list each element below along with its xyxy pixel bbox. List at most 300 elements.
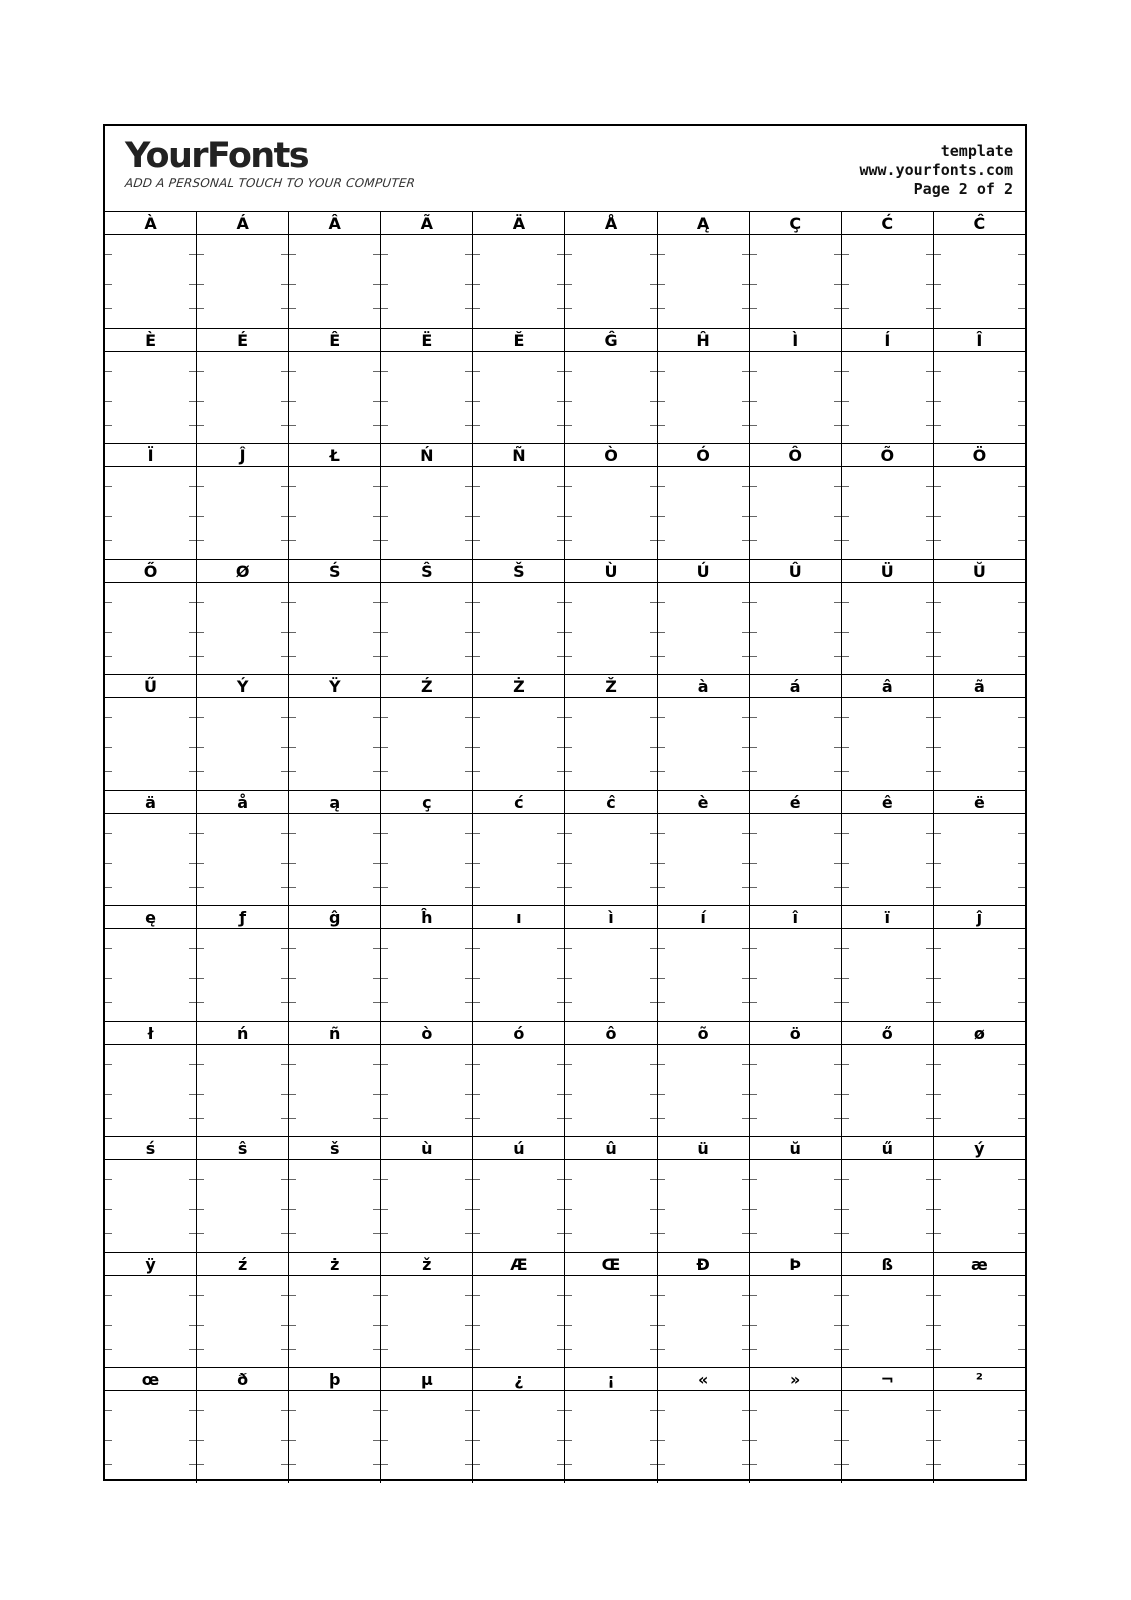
guide-tick: [197, 863, 204, 864]
glyph-cell[interactable]: [105, 1137, 196, 1252]
glyph-label: û: [565, 1137, 656, 1160]
glyph-cell[interactable]: [749, 791, 841, 906]
glyph-cell[interactable]: [196, 1253, 288, 1368]
guide-tick: [465, 371, 472, 372]
guide-tick: [465, 540, 472, 541]
guide-tick: [650, 1440, 657, 1441]
guide-tick: [1018, 1094, 1025, 1095]
guide-tick: [373, 1464, 380, 1465]
glyph-cell[interactable]: [933, 212, 1025, 328]
guide-tick: [934, 887, 941, 888]
glyph-label: Ô: [750, 444, 841, 467]
guide-tick: [197, 1325, 204, 1326]
guide-tick: [934, 1002, 941, 1003]
glyph-cell[interactable]: [841, 212, 933, 328]
glyph-row: [105, 1021, 1025, 1137]
glyph-cell[interactable]: [380, 212, 472, 328]
guide-tick: [1018, 486, 1025, 487]
guide-tick: [557, 948, 564, 949]
guide-tick: [934, 425, 941, 426]
guide-tick: [557, 632, 564, 633]
glyph-cell[interactable]: [564, 1368, 656, 1483]
glyph-cell[interactable]: [933, 1022, 1025, 1137]
glyph-label: æ: [934, 1253, 1025, 1276]
guide-tick: [473, 1002, 480, 1003]
glyph-cell[interactable]: [288, 444, 380, 559]
glyph-cell[interactable]: [380, 329, 472, 444]
glyph-cell[interactable]: [749, 1137, 841, 1252]
guide-tick: [842, 948, 849, 949]
guide-tick: [750, 1118, 757, 1119]
guide-tick: [189, 887, 196, 888]
glyph-label: à: [658, 675, 749, 698]
glyph-cell[interactable]: [564, 560, 656, 675]
glyph-cell[interactable]: [196, 906, 288, 1021]
guide-tick: [1018, 1179, 1025, 1180]
guide-tick: [281, 425, 288, 426]
glyph-cell[interactable]: [380, 1137, 472, 1252]
glyph-label: ű: [842, 1137, 933, 1160]
guide-tick: [1018, 771, 1025, 772]
guide-tick: [742, 425, 749, 426]
glyph-cell[interactable]: [933, 444, 1025, 559]
glyph-cell[interactable]: [196, 1022, 288, 1137]
glyph-label: Ý: [197, 675, 288, 698]
guide-tick: [465, 486, 472, 487]
glyph-cell[interactable]: [841, 675, 933, 790]
guide-tick: [650, 602, 657, 603]
glyph-cell[interactable]: [196, 675, 288, 790]
guide-tick: [842, 516, 849, 517]
guide-tick: [1018, 1002, 1025, 1003]
glyph-cell[interactable]: [105, 329, 196, 444]
guide-tick: [373, 540, 380, 541]
guide-tick: [373, 425, 380, 426]
glyph-cell[interactable]: [288, 1022, 380, 1137]
guide-tick: [834, 887, 841, 888]
guide-tick: [197, 602, 204, 603]
guide-tick: [650, 371, 657, 372]
guide-tick: [750, 1464, 757, 1465]
guide-tick: [465, 1410, 472, 1411]
guide-tick: [189, 1179, 196, 1180]
guide-tick: [750, 632, 757, 633]
glyph-cell[interactable]: [196, 444, 288, 559]
guide-tick: [1018, 401, 1025, 402]
glyph-label: ą: [289, 791, 380, 814]
guide-tick: [557, 1094, 564, 1095]
glyph-cell[interactable]: [105, 212, 196, 328]
glyph-cell[interactable]: [564, 675, 656, 790]
guide-tick: [189, 863, 196, 864]
glyph-cell[interactable]: [749, 1253, 841, 1368]
guide-tick: [465, 1349, 472, 1350]
glyph-cell[interactable]: [288, 675, 380, 790]
glyph-cell[interactable]: [841, 791, 933, 906]
guide-tick: [197, 1410, 204, 1411]
guide-tick: [842, 284, 849, 285]
guide-tick: [381, 948, 388, 949]
glyph-cell[interactable]: [933, 560, 1025, 675]
glyph-cell[interactable]: [380, 675, 472, 790]
glyph-cell[interactable]: [657, 1137, 749, 1252]
guide-tick: [1018, 1464, 1025, 1465]
glyph-label: Û: [750, 560, 841, 583]
guide-tick: [373, 833, 380, 834]
glyph-cell[interactable]: [380, 791, 472, 906]
glyph-cell[interactable]: [841, 329, 933, 444]
guide-tick: [197, 516, 204, 517]
glyph-cell[interactable]: [380, 1368, 472, 1483]
guide-tick: [834, 1233, 841, 1234]
glyph-label: Ć: [842, 212, 933, 235]
guide-tick: [658, 1179, 665, 1180]
glyph-cell[interactable]: [196, 791, 288, 906]
glyph-cell[interactable]: [472, 1253, 564, 1368]
guide-tick: [658, 1464, 665, 1465]
glyph-cell[interactable]: [933, 1368, 1025, 1483]
glyph-label: Ł: [289, 444, 380, 467]
glyph-cell[interactable]: [657, 675, 749, 790]
guide-tick: [934, 1233, 941, 1234]
glyph-cell[interactable]: [749, 444, 841, 559]
glyph-cell[interactable]: [749, 1022, 841, 1137]
guide-tick: [189, 717, 196, 718]
guide-tick: [742, 1295, 749, 1296]
guide-tick: [650, 1233, 657, 1234]
guide-tick: [289, 1118, 296, 1119]
glyph-cell[interactable]: [749, 212, 841, 328]
glyph-cell[interactable]: [105, 906, 196, 1021]
guide-tick: [197, 308, 204, 309]
guide-tick: [557, 833, 564, 834]
glyph-cell[interactable]: [105, 675, 196, 790]
guide-tick: [650, 540, 657, 541]
glyph-cell[interactable]: [657, 791, 749, 906]
guide-tick: [842, 371, 849, 372]
glyph-cell[interactable]: [380, 1022, 472, 1137]
glyph-cell[interactable]: [933, 791, 1025, 906]
glyph-cell[interactable]: [933, 906, 1025, 1021]
guide-tick: [105, 833, 112, 834]
glyph-cell[interactable]: [564, 444, 656, 559]
guide-tick: [381, 1118, 388, 1119]
glyph-label: Ĉ: [934, 212, 1025, 235]
glyph-label: »: [750, 1368, 841, 1391]
glyph-cell[interactable]: [564, 906, 656, 1021]
guide-tick: [565, 254, 572, 255]
guide-tick: [557, 602, 564, 603]
glyph-cell[interactable]: [472, 1137, 564, 1252]
guide-tick: [281, 978, 288, 979]
glyph-cell[interactable]: [564, 1253, 656, 1368]
guide-tick: [650, 1209, 657, 1210]
glyph-cell[interactable]: [196, 1137, 288, 1252]
guide-tick: [650, 425, 657, 426]
guide-tick: [557, 284, 564, 285]
glyph-cell[interactable]: [933, 1137, 1025, 1252]
glyph-label: î: [750, 906, 841, 929]
glyph-cell[interactable]: [841, 560, 933, 675]
guide-tick: [1018, 516, 1025, 517]
guide-tick: [934, 1094, 941, 1095]
guide-tick: [381, 717, 388, 718]
guide-tick: [557, 978, 564, 979]
glyph-label: Á: [197, 212, 288, 235]
glyph-cell[interactable]: [105, 791, 196, 906]
guide-tick: [934, 401, 941, 402]
guide-tick: [650, 656, 657, 657]
glyph-cell[interactable]: [564, 1022, 656, 1137]
guide-tick: [465, 771, 472, 772]
guide-tick: [105, 540, 112, 541]
glyph-cell[interactable]: [380, 1253, 472, 1368]
glyph-cell[interactable]: [380, 560, 472, 675]
glyph-cell[interactable]: [472, 1368, 564, 1483]
glyph-cell[interactable]: [105, 1022, 196, 1137]
guide-tick: [1018, 1349, 1025, 1350]
glyph-label: ó: [473, 1022, 564, 1045]
glyph-cell[interactable]: [657, 212, 749, 328]
guide-tick: [557, 771, 564, 772]
guide-tick: [373, 1002, 380, 1003]
glyph-label: Ö: [934, 444, 1025, 467]
glyph-cell[interactable]: [749, 329, 841, 444]
guide-tick: [658, 948, 665, 949]
glyph-label: Þ: [750, 1253, 841, 1276]
glyph-cell[interactable]: [657, 560, 749, 675]
glyph-cell[interactable]: [288, 212, 380, 328]
glyph-label: å: [197, 791, 288, 814]
glyph-cell[interactable]: [288, 1253, 380, 1368]
guide-tick: [473, 425, 480, 426]
glyph-cell[interactable]: [841, 444, 933, 559]
glyph-cell[interactable]: [657, 1368, 749, 1483]
guide-tick: [281, 1118, 288, 1119]
guide-tick: [465, 425, 472, 426]
glyph-cell[interactable]: [933, 329, 1025, 444]
glyph-cell[interactable]: [749, 1368, 841, 1483]
glyph-label: ï: [842, 906, 933, 929]
guide-tick: [926, 308, 933, 309]
glyph-label: À: [105, 212, 196, 235]
glyph-cell[interactable]: [564, 791, 656, 906]
guide-tick: [926, 771, 933, 772]
glyph-cell[interactable]: [472, 329, 564, 444]
guide-tick: [834, 656, 841, 657]
glyph-cell[interactable]: [657, 1022, 749, 1137]
glyph-label: Ű: [105, 675, 196, 698]
guide-tick: [842, 602, 849, 603]
guide-tick: [658, 284, 665, 285]
guide-tick: [934, 254, 941, 255]
glyph-cell[interactable]: [288, 791, 380, 906]
guide-tick: [926, 863, 933, 864]
guide-tick: [189, 833, 196, 834]
glyph-cell[interactable]: [472, 791, 564, 906]
guide-tick: [281, 717, 288, 718]
glyph-cell[interactable]: [472, 444, 564, 559]
glyph-label: É: [197, 329, 288, 352]
guide-tick: [742, 747, 749, 748]
guide-tick: [105, 425, 112, 426]
guide-tick: [926, 1002, 933, 1003]
glyph-cell[interactable]: [564, 212, 656, 328]
guide-tick: [473, 863, 480, 864]
guide-tick: [1018, 656, 1025, 657]
glyph-cell[interactable]: [472, 1022, 564, 1137]
guide-tick: [557, 1325, 564, 1326]
guide-tick: [1018, 254, 1025, 255]
guide-tick: [465, 833, 472, 834]
guide-tick: [189, 401, 196, 402]
guide-tick: [473, 602, 480, 603]
glyph-cell[interactable]: [288, 906, 380, 1021]
guide-tick: [1018, 1233, 1025, 1234]
glyph-cell[interactable]: [841, 906, 933, 1021]
glyph-cell[interactable]: [196, 1368, 288, 1483]
guide-tick: [105, 1440, 112, 1441]
glyph-label: ĉ: [565, 791, 656, 814]
guide-tick: [658, 1118, 665, 1119]
guide-tick: [926, 1118, 933, 1119]
guide-tick: [281, 602, 288, 603]
guide-tick: [650, 1094, 657, 1095]
guide-tick: [926, 1094, 933, 1095]
glyph-cell[interactable]: [472, 212, 564, 328]
glyph-cell[interactable]: [288, 1137, 380, 1252]
glyph-cell[interactable]: [196, 212, 288, 328]
guide-tick: [934, 1410, 941, 1411]
guide-tick: [750, 1094, 757, 1095]
guide-tick: [834, 1464, 841, 1465]
guide-tick: [750, 978, 757, 979]
guide-tick: [197, 717, 204, 718]
glyph-cell[interactable]: [472, 560, 564, 675]
guide-tick: [373, 254, 380, 255]
glyph-cell[interactable]: [841, 1137, 933, 1252]
glyph-cell[interactable]: [288, 329, 380, 444]
guide-tick: [373, 656, 380, 657]
glyph-cell[interactable]: [657, 444, 749, 559]
glyph-label: ¿: [473, 1368, 564, 1391]
guide-tick: [742, 486, 749, 487]
guide-tick: [834, 1179, 841, 1180]
glyph-cell[interactable]: [196, 560, 288, 675]
guide-tick: [281, 1440, 288, 1441]
glyph-row: [105, 1136, 1025, 1252]
guide-tick: [1018, 308, 1025, 309]
guide-tick: [281, 833, 288, 834]
guide-tick: [834, 284, 841, 285]
glyph-cell[interactable]: [380, 906, 472, 1021]
guide-tick: [473, 747, 480, 748]
guide-tick: [834, 540, 841, 541]
guide-tick: [381, 771, 388, 772]
glyph-cell[interactable]: [105, 1368, 196, 1483]
guide-tick: [834, 1094, 841, 1095]
guide-tick: [373, 1118, 380, 1119]
guide-tick: [934, 602, 941, 603]
glyph-label: ŝ: [197, 1137, 288, 1160]
guide-tick: [750, 1410, 757, 1411]
guide-tick: [289, 486, 296, 487]
glyph-cell[interactable]: [841, 1253, 933, 1368]
glyph-cell[interactable]: [288, 560, 380, 675]
guide-tick: [842, 1064, 849, 1065]
glyph-cell[interactable]: [841, 1368, 933, 1483]
glyph-cell[interactable]: [841, 1022, 933, 1137]
guide-tick: [197, 1440, 204, 1441]
guide-tick: [373, 1295, 380, 1296]
guide-tick: [934, 656, 941, 657]
guide-tick: [750, 284, 757, 285]
guide-tick: [834, 1209, 841, 1210]
glyph-cell[interactable]: [749, 906, 841, 1021]
guide-tick: [281, 771, 288, 772]
guide-tick: [742, 254, 749, 255]
guide-tick: [557, 516, 564, 517]
guide-tick: [197, 656, 204, 657]
guide-tick: [750, 308, 757, 309]
guide-tick: [189, 1209, 196, 1210]
glyph-cell[interactable]: [657, 1253, 749, 1368]
glyph-cell[interactable]: [196, 329, 288, 444]
glyph-cell[interactable]: [564, 329, 656, 444]
glyph-cell[interactable]: [933, 675, 1025, 790]
guide-tick: [373, 1233, 380, 1234]
guide-tick: [934, 1064, 941, 1065]
glyph-cell[interactable]: [657, 329, 749, 444]
glyph-cell[interactable]: [657, 906, 749, 1021]
glyph-cell[interactable]: [288, 1368, 380, 1483]
guide-tick: [926, 1349, 933, 1350]
guide-tick: [289, 371, 296, 372]
guide-tick: [197, 1349, 204, 1350]
guide-tick: [381, 1410, 388, 1411]
guide-tick: [281, 1209, 288, 1210]
glyph-cell[interactable]: [933, 1253, 1025, 1368]
glyph-cell[interactable]: [380, 444, 472, 559]
guide-tick: [189, 371, 196, 372]
glyph-cell[interactable]: [105, 444, 196, 559]
glyph-cell[interactable]: [472, 906, 564, 1021]
guide-tick: [289, 1209, 296, 1210]
guide-tick: [834, 254, 841, 255]
guide-tick: [650, 747, 657, 748]
guide-tick: [381, 1325, 388, 1326]
guide-tick: [289, 1440, 296, 1441]
guide-tick: [658, 401, 665, 402]
guide-tick: [842, 1002, 849, 1003]
glyph-cell[interactable]: [749, 675, 841, 790]
guide-tick: [373, 978, 380, 979]
guide-tick: [1018, 284, 1025, 285]
guide-tick: [105, 1325, 112, 1326]
glyph-cell[interactable]: [749, 560, 841, 675]
guide-tick: [742, 1002, 749, 1003]
guide-tick: [289, 1325, 296, 1326]
guide-tick: [1018, 602, 1025, 603]
guide-tick: [281, 284, 288, 285]
glyph-cell[interactable]: [472, 675, 564, 790]
glyph-cell[interactable]: [105, 1253, 196, 1368]
glyph-cell[interactable]: [105, 560, 196, 675]
guide-tick: [557, 540, 564, 541]
glyph-label: ß: [842, 1253, 933, 1276]
glyph-row: [105, 559, 1025, 675]
glyph-cell[interactable]: [564, 1137, 656, 1252]
